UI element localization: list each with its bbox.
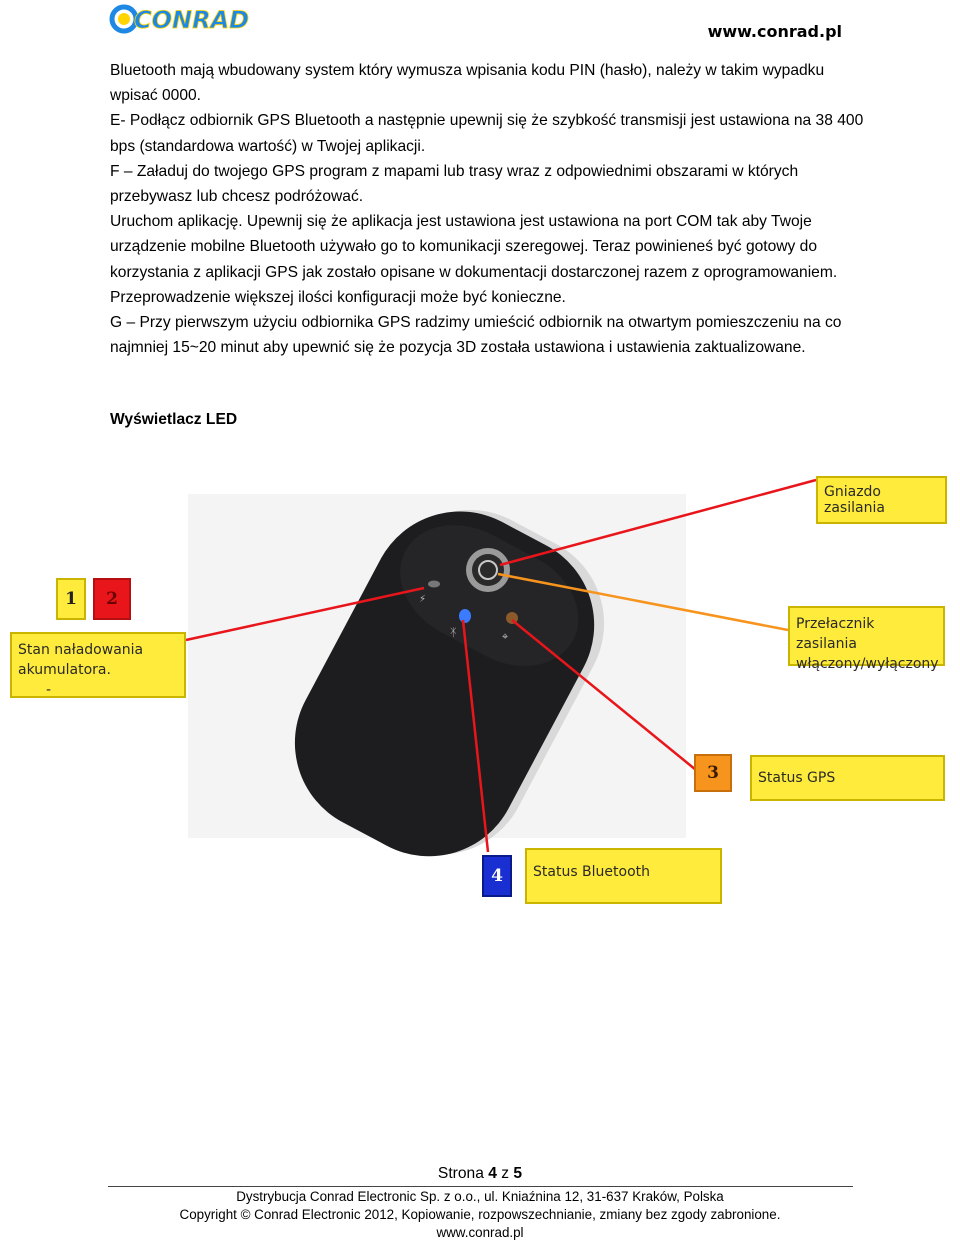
paragraph: E- Podłącz odbiornik GPS Bluetooth a następnie upewnij się że szybkość transmisji jest ustawiona na 38 400 bps (standardowa wartość) w Twojej aplikacji.: [110, 112, 864, 155]
footer-url: www.conrad.pl: [436, 1225, 524, 1240]
callout-battery-status: [10, 632, 186, 698]
svg-text:⌖: ⌖: [502, 630, 509, 643]
svg-text:ᛡ: ᛡ: [450, 626, 457, 639]
gps-receiver-device: [263, 475, 636, 892]
page-current: 4: [488, 1165, 497, 1182]
paragraph: F – Załaduj do twojego GPS program z mapami lub trasy wraz z odpowiednimi obszarami w których przebywasz lub chcesz podróżować.: [110, 162, 799, 206]
callout-bt-status: Status Bluetooth: [525, 848, 722, 904]
leader-power-socket: [500, 480, 816, 565]
svg-text:⚡: ⚡: [419, 594, 427, 605]
paragraph: Uruchom aplikację. Upewnij się że aplikacja jest ustawiona jest ustawiona na port COM tak aby Twoje urządzenie mobilne Bluetooth używało go to komunikacji szeregowej. Teraz powinieneś być gotowy do korzystania z aplikacji GPS jak zostało opisane w dokumentacji dostarczonej razem z oprogramowaniem. Przeprowadzenie większej ilości konfiguracji może być konieczne.: [110, 213, 838, 306]
led-number-4: 4: [482, 855, 512, 897]
led-number-2: 2: [93, 578, 131, 620]
page-total: 5: [513, 1165, 523, 1182]
footer-copyright: Copyright © Conrad Electronic 2012, Kopiowanie, rozpowszechnianie, zmiany bez zgody zabronione.: [179, 1207, 781, 1222]
footer-address: Dystrybucja Conrad Electronic Sp. z o.o., ul. Kniaźnina 12, 31-637 Kraków, Polska: [236, 1189, 724, 1204]
callout-battery-dash: -: [46, 682, 52, 698]
conrad-logo: [110, 2, 250, 41]
led-figure: [0, 470, 960, 910]
callout-gps-status: Status GPS: [750, 755, 945, 801]
footer-divider: [108, 1186, 853, 1187]
site-url: www.conrad.pl: [707, 22, 842, 41]
body-text: [110, 58, 870, 360]
page-sep: z: [501, 1165, 510, 1182]
page-prefix: Strona: [437, 1165, 484, 1182]
led-number-1: 1: [56, 578, 86, 620]
section-title: Wyświetlacz LED: [110, 411, 238, 428]
callout-battery-text: Stan naładowania akumulatora.: [18, 642, 144, 678]
logo-text: CONRAD: [134, 6, 250, 34]
paragraph: Bluetooth mają wbudowany system który wymusza wpisania kodu PIN (hasło), należy w takim wypadku wpisać 0000.: [110, 62, 825, 105]
callout-power-switch: Przełacznik zasilania włączony/wyłączony: [788, 606, 945, 666]
callout-power-socket: Gniazdo zasilania: [816, 476, 947, 524]
page-number: [0, 1165, 960, 1183]
power-button-icon: [466, 548, 510, 592]
led-number-3: 3: [694, 754, 732, 792]
paragraph: G – Przy pierwszym użyciu odbiornika GPS radzimy umieścić odbiornik na otwartym pomieszczeniu na co najmniej 15~20 minut aby upewnić się że pozycja 3D została ustawiona i ustawienia zaktualizowane.: [110, 314, 842, 357]
